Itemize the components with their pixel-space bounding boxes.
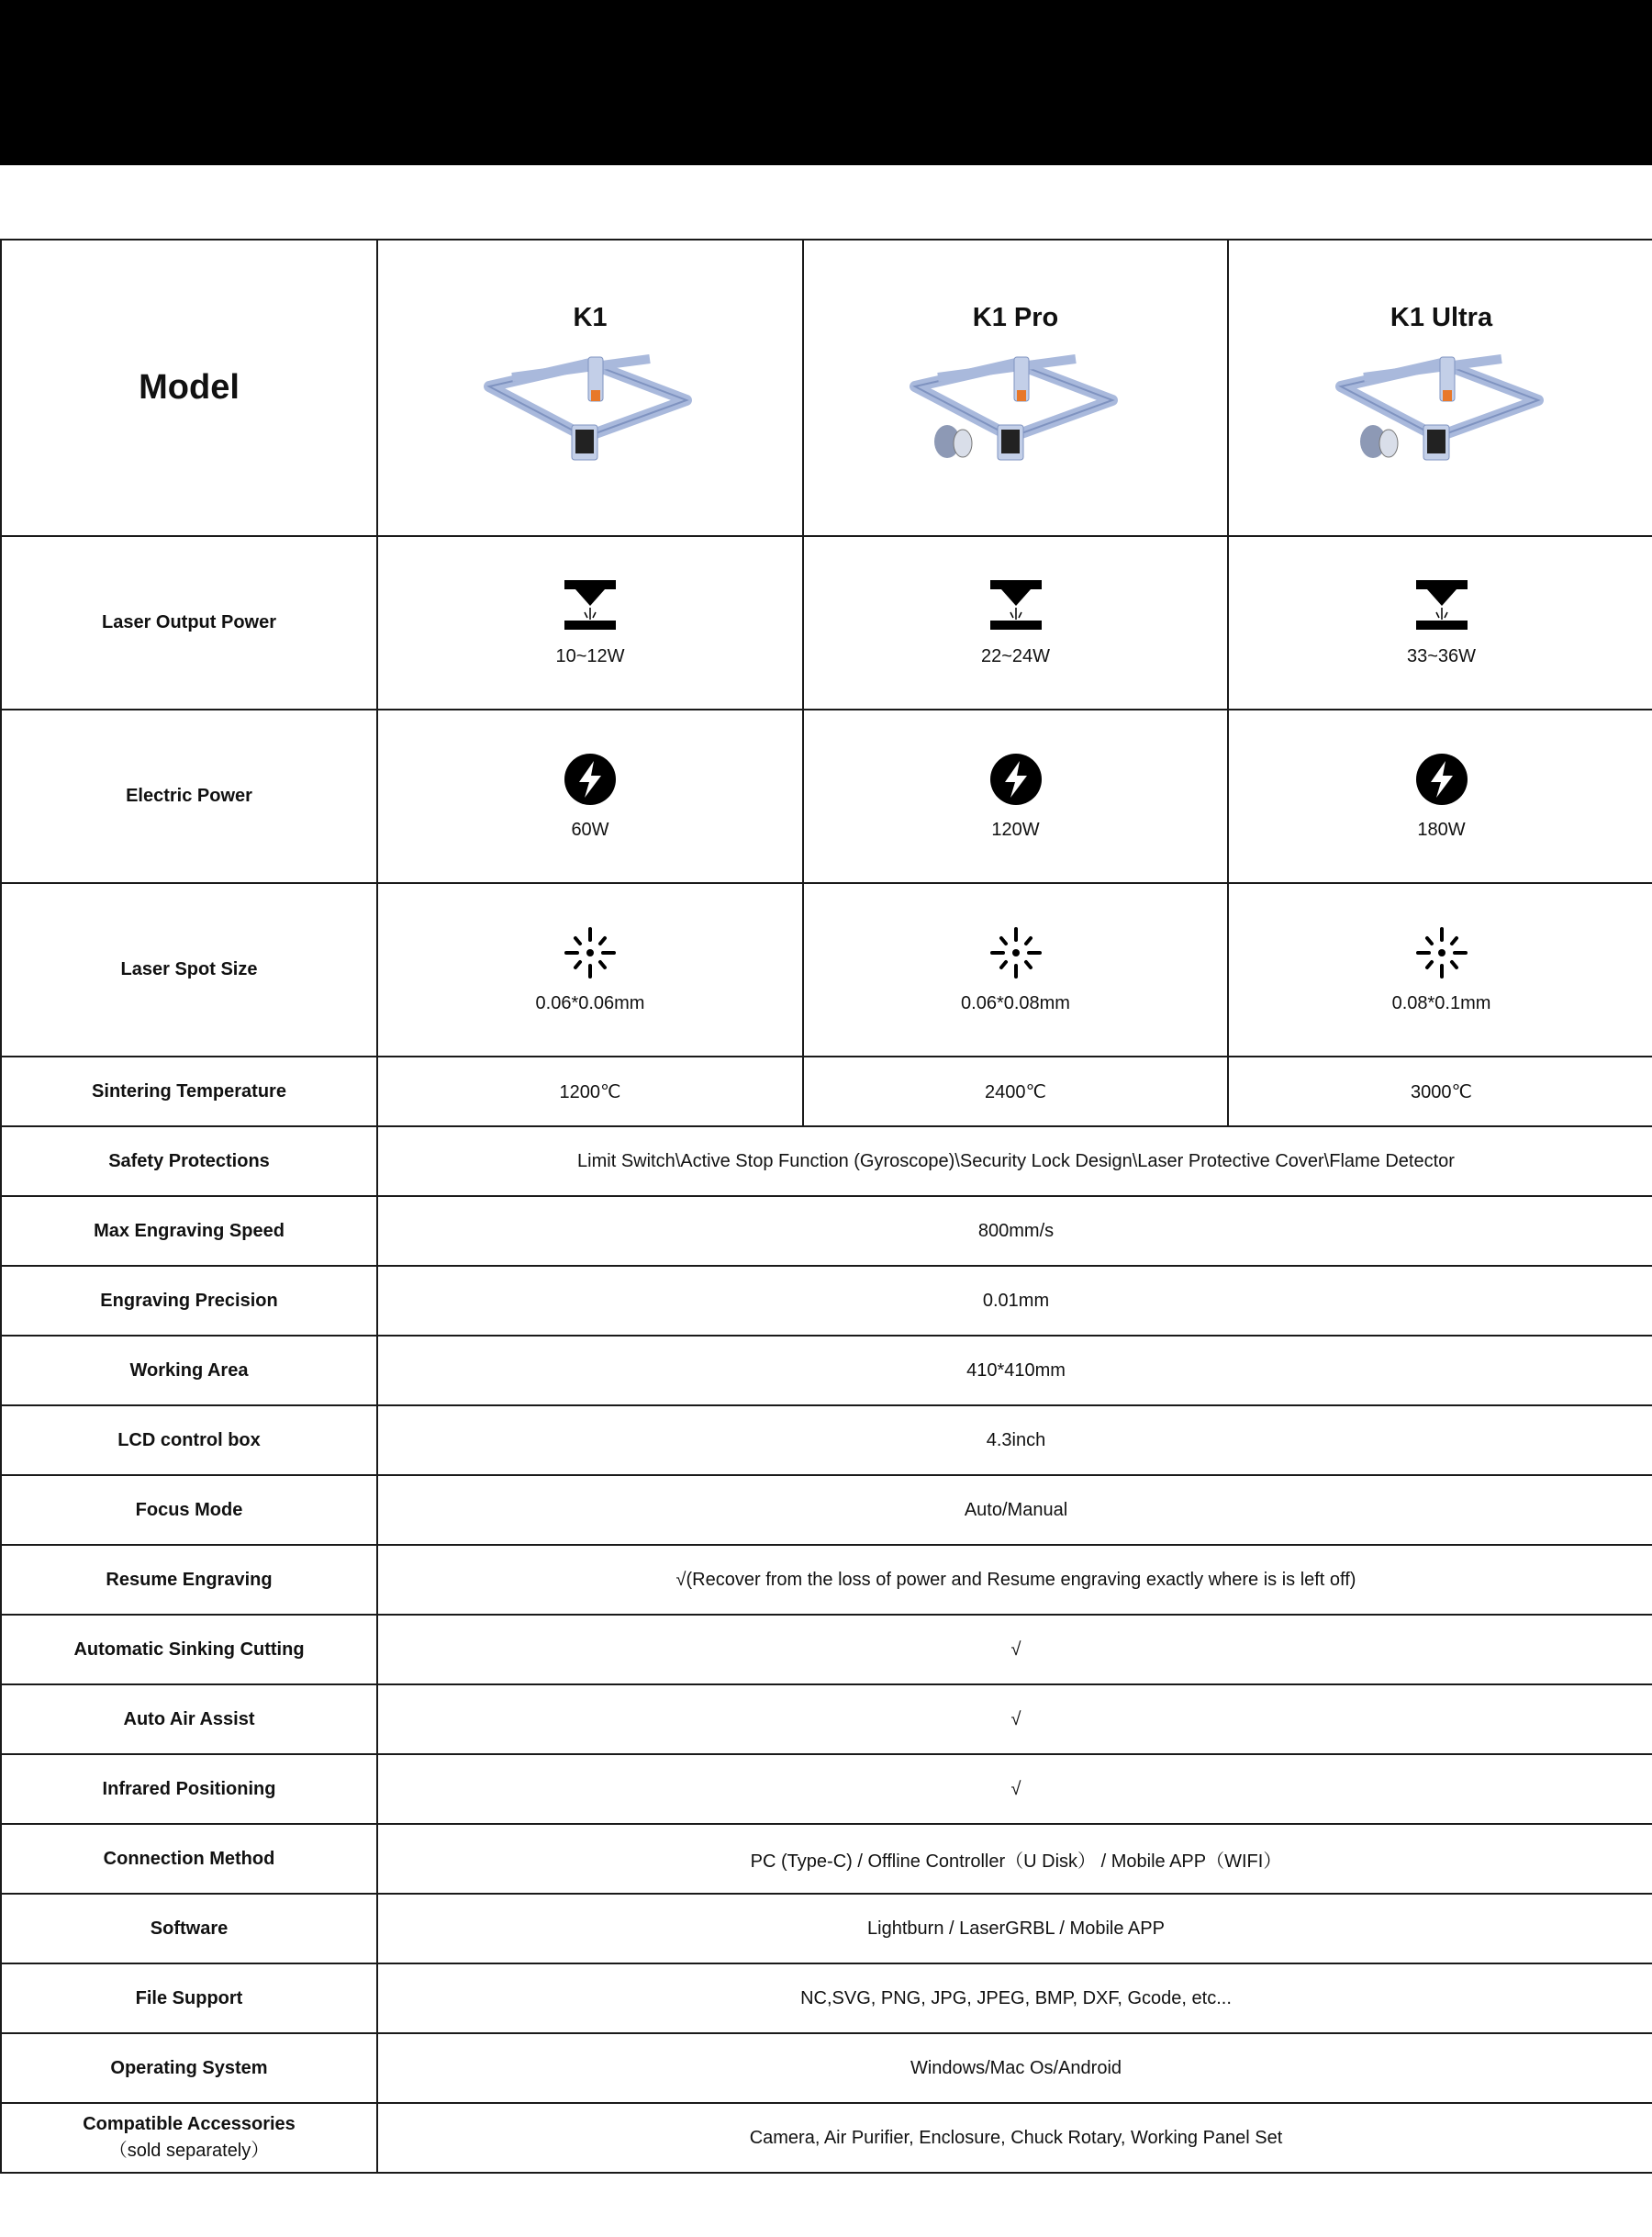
spec-value: √	[1010, 1708, 1021, 1729]
spec-label: Safety Protections	[108, 1150, 270, 1171]
spec-value: 0.01mm	[982, 1290, 1050, 1311]
spec-row	[1, 710, 1652, 883]
spec-row	[1, 1057, 1652, 1126]
spec-row	[1, 1336, 1652, 1405]
spec-value-cell	[377, 883, 803, 1057]
spec-label-cell	[1, 2103, 377, 2173]
spec-value: √(Recover from the loss of power and Resume engraving exactly where is is left off)	[675, 1569, 1356, 1590]
spec-label: Laser Spot Size	[120, 959, 258, 979]
spec-value: 33~36W	[1406, 646, 1477, 666]
spec-comparison-table	[0, 239, 1652, 2174]
spec-row	[1, 1126, 1652, 1196]
spec-value-cell	[377, 1615, 1652, 1684]
spec-value-cell	[377, 710, 803, 883]
spec-value-cell	[1228, 536, 1652, 710]
laser-spot-icon	[378, 925, 802, 980]
spec-value: Auto/Manual	[964, 1499, 1068, 1520]
spec-label: Operating System	[110, 2057, 268, 2078]
model-name: K1 Ultra	[1390, 302, 1493, 332]
top-banner	[0, 0, 1652, 165]
laser-beam-icon	[1229, 578, 1652, 633]
spec-value-cell	[377, 1057, 803, 1126]
spec-row	[1, 883, 1652, 1057]
laser-spot-icon	[1229, 925, 1652, 980]
spec-label-cell	[1, 1057, 377, 1126]
spec-label-cell	[1, 1196, 377, 1266]
model-cell	[803, 240, 1228, 536]
spec-label: Engraving Precision	[100, 1290, 278, 1311]
spec-label: Laser Output Power	[101, 612, 277, 632]
spec-label: File Support	[135, 1987, 243, 2008]
machine-image	[804, 350, 1227, 474]
model-row	[1, 240, 1652, 536]
spec-value: Camera, Air Purifier, Enclosure, Chuck Rotary, Working Panel Set	[749, 2127, 1283, 2148]
spec-value-cell	[377, 536, 803, 710]
spec-label: Sintering Temperature	[92, 1080, 286, 1102]
model-cell	[377, 240, 803, 536]
spec-row	[1, 1754, 1652, 1824]
spec-value-cell	[1228, 883, 1652, 1057]
spec-label-cell	[1, 2033, 377, 2103]
machine-image	[378, 350, 802, 474]
spec-value-cell	[803, 1057, 1228, 1126]
spec-row	[1, 1405, 1652, 1475]
spec-value-cell	[377, 1405, 1652, 1475]
spec-label: Resume Engraving	[106, 1569, 273, 1590]
spec-label-cell	[1, 1824, 377, 1894]
spec-label-cell	[1, 1545, 377, 1615]
spec-value: 1200℃	[559, 1081, 621, 1102]
spec-label-note: （sold separately）	[108, 2141, 270, 2161]
spec-label-cell	[1, 1405, 377, 1475]
spec-value-cell	[377, 1684, 1652, 1754]
lightning-bolt-icon	[378, 752, 802, 807]
spec-label: Automatic Sinking Cutting	[73, 1639, 305, 1660]
spec-label-cell	[1, 1963, 377, 2033]
spec-value: 0.08*0.1mm	[1391, 993, 1491, 1013]
spec-row	[1, 536, 1652, 710]
spec-value: √	[1010, 1639, 1021, 1660]
spec-value-cell	[377, 1475, 1652, 1545]
machine-image	[1229, 350, 1652, 474]
spec-label: Software	[150, 1918, 229, 1939]
laser-spot-icon	[804, 925, 1227, 980]
spec-row	[1, 2103, 1652, 2173]
spec-value-cell	[377, 1196, 1652, 1266]
spec-value: 60W	[571, 820, 609, 840]
spec-value-cell	[1228, 710, 1652, 883]
spec-value: 3000℃	[1411, 1081, 1472, 1102]
spec-value: 410*410mm	[966, 1359, 1066, 1381]
spec-row	[1, 1684, 1652, 1754]
spec-value-cell	[377, 2103, 1652, 2173]
spec-value-cell	[377, 1336, 1652, 1405]
model-cell	[1228, 240, 1652, 536]
spec-value: Windows/Mac Os/Android	[910, 2057, 1122, 2078]
spec-value: 2400℃	[985, 1081, 1046, 1102]
spec-value-cell	[377, 1754, 1652, 1824]
spec-value-cell	[377, 1824, 1652, 1894]
spec-label-cell	[1, 1754, 377, 1824]
laser-beam-icon	[804, 578, 1227, 633]
spec-value: √	[1010, 1778, 1021, 1799]
spec-label: Auto Air Assist	[123, 1708, 255, 1729]
spec-row	[1, 1475, 1652, 1545]
spec-row	[1, 1894, 1652, 1963]
spec-row	[1, 2033, 1652, 2103]
spec-value: 180W	[1417, 820, 1466, 840]
lightning-bolt-icon	[804, 752, 1227, 807]
spec-label: Electric Power	[126, 786, 252, 806]
spec-row	[1, 1266, 1652, 1336]
spec-label: Working Area	[129, 1359, 249, 1381]
spec-value-cell	[377, 1126, 1652, 1196]
spec-value-cell	[803, 536, 1228, 710]
spec-value: 800mm/s	[977, 1220, 1055, 1241]
spec-value-cell	[377, 1963, 1652, 2033]
model-header-cell	[1, 240, 377, 536]
spec-label-cell	[1, 1126, 377, 1196]
spec-row	[1, 1196, 1652, 1266]
spec-value: PC (Type-C) / Offline Controller（U Disk） / Mobile APP（WIFI）	[750, 1851, 1282, 1872]
laser-beam-icon	[378, 578, 802, 633]
spec-label-cell	[1, 710, 377, 883]
spec-row	[1, 1824, 1652, 1894]
lightning-bolt-icon	[1229, 752, 1652, 807]
spec-label: Connection Method	[103, 1848, 275, 1869]
spec-value-cell	[1228, 1057, 1652, 1126]
spec-value: 10~12W	[555, 646, 625, 666]
spec-value-cell	[803, 710, 1228, 883]
spec-label: Focus Mode	[135, 1499, 243, 1520]
model-name: K1	[573, 302, 608, 332]
spec-value: Limit Switch\Active Stop Function (Gyroscope)\Security Lock Design\Laser Protective Cover\Flame Detector	[577, 1150, 1455, 1171]
spec-label: Max Engraving Speed	[94, 1220, 285, 1241]
spec-label-cell	[1, 1266, 377, 1336]
spec-value: 4.3inch	[986, 1429, 1046, 1450]
spec-value-cell	[377, 1266, 1652, 1336]
spec-value-cell	[377, 2033, 1652, 2103]
spec-label-cell	[1, 883, 377, 1057]
spec-value: 22~24W	[980, 646, 1051, 666]
spec-value: 0.06*0.08mm	[961, 993, 1070, 1013]
spec-value: NC,SVG, PNG, JPG, JPEG, BMP, DXF, Gcode, etc...	[800, 1987, 1232, 2008]
spec-row	[1, 1545, 1652, 1615]
spec-label-cell	[1, 1615, 377, 1684]
spec-row	[1, 1615, 1652, 1684]
spec-label-cell	[1, 1336, 377, 1405]
model-label: Model	[139, 368, 240, 407]
spec-label: LCD control box	[117, 1429, 261, 1450]
spec-label-cell	[1, 1475, 377, 1545]
model-name: K1 Pro	[972, 302, 1059, 332]
spec-label-cell	[1, 536, 377, 710]
spec-value-cell	[377, 1545, 1652, 1615]
spec-value: 0.06*0.06mm	[535, 993, 645, 1013]
spec-row	[1, 1963, 1652, 2033]
spec-value: 120W	[991, 820, 1040, 840]
spec-label: Infrared Positioning	[102, 1778, 276, 1799]
spec-value-cell	[377, 1894, 1652, 1963]
spec-value-cell	[803, 883, 1228, 1057]
spec-label: Compatible Accessories	[83, 2114, 296, 2134]
spec-value: Lightburn / LaserGRBL / Mobile APP	[867, 1918, 1165, 1939]
spec-label-cell	[1, 1894, 377, 1963]
spec-label-cell	[1, 1684, 377, 1754]
